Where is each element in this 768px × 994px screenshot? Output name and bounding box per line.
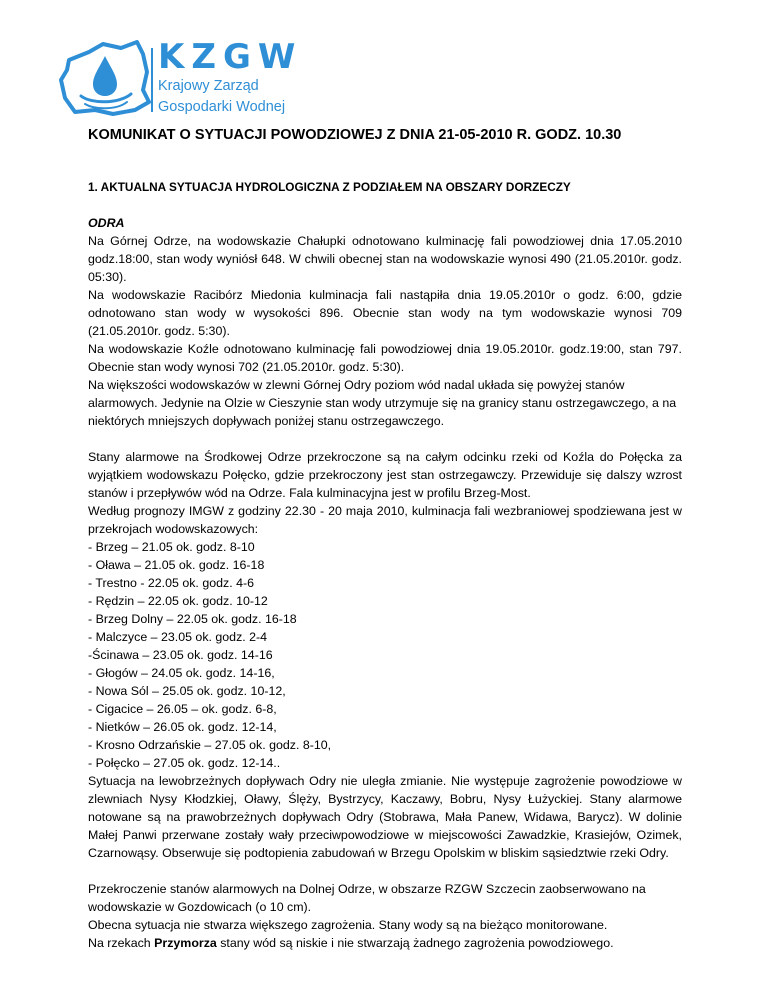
list-item: - Malczyce – 23.05 ok. godz. 2-4 (88, 630, 268, 644)
list-item: - Brzeg Dolny – 22.05 ok. godz. 16-18 (88, 612, 297, 626)
paragraph: Przekroczenie stanów alarmowych na Dolnej Odrze, w obszarze RZGW Szczecin zaobserwowano na wodowskazie w Gozdowicach (o 10 cm). (88, 882, 646, 914)
list-item: -Ścinawa – 23.05 ok. godz. 14-16 (88, 648, 273, 662)
list-item: - Głogów – 24.05 ok. godz. 14-16, (88, 666, 275, 680)
list-item: - Nietków – 26.05 ok. godz. 12-14, (88, 720, 277, 734)
logo-abbreviation: KZGW (158, 37, 303, 77)
section-heading: 1. AKTUALNA SYTUACJA HYDROLOGICZNA Z PODZIAŁEM NA OBSZARY DORZECZY (88, 180, 571, 194)
region-name: Przymorza (154, 936, 217, 950)
paragraph: Na wodowskazie Koźle odnotowano kulminację fali powodziowej dnia 19.05.2010r. godz.19:00, stan 797. Obecnie stan wody wynosi 702 (21.05.2010r. godz. 5:30). (88, 342, 682, 374)
list-item: - Trestno - 22.05 ok. godz. 4-6 (88, 576, 254, 590)
paragraph: Na większości wodowskazów w zlewni Górnej Odry poziom wód nadal układa się powyżej stanów alarmowych. Jedynie na Olzie w Cieszynie stan wody utrzymuje się na granicy stanu ostrzegawczego, a na niektórych mniejszych dopływach poniżej stanu ostrzegawczego. (88, 378, 677, 428)
list-item: - Nowa Sól – 25.05 ok. godz. 10-12, (88, 684, 286, 698)
paragraph: Sytuacja na lewobrzeżnych dopływach Odry nie uległa zmianie. Nie występuje zagrożenie powodziowe w zlewniach Nysy Kłodzkiej, Oławy, Ślęży, Bystrzycy, Kaczawy, Bobru, Nysy Łużyckiej. Stany alarmowe notowane są na prawobrzeżnych dopływach Odry (Stobrawa, Mała Panew, Widawa, Barycz). W dolinie Małej Panwi przerwane zostały wały przeciwpowodziowe w miejscowości Zawadzkie, Krasiejów, Ozimek, Czarnowąsy. Obserwuje się podtopienia zabudowań w Brzegu Opolskim w bliskim sąsiedztwie rzeki Odry. (88, 774, 682, 860)
list-item: - Krosno Odrzańskie – 27.05 ok. godz. 8-10, (88, 738, 332, 752)
paragraph-przymorze (88, 934, 682, 952)
text-span: stany wód są niskie i nie stwarzają żadnego zagrożenia powodziowego. (216, 936, 614, 950)
paragraph: Obecna sytuacja nie stwarza większego zagrożenia. Stany wody są na bieżąco monitorowane. (88, 918, 608, 932)
paragraph: Na Górnej Odrze, na wodowskazie Chałupki odnotowano kulminację fali powodziowej dnia 17.05.2010 godz.18:00, stan wody wyniósł 648. W chwili obecnej stan na wodowskazie wynosi 490 (21.05.2010r. godz. 05:30). (88, 234, 682, 284)
logo-name-line1: Krajowy Zarząd (158, 78, 259, 94)
paragraph: Na wodowskazie Racibórz Miedonia kulminacja fali nastąpiła dnia 19.05.2010r o godz. 6:00, gdzie odnotowano stan wody w wysokości 896. Obecnie stan wody na tym wodowskazie wynosi 709 (21.05.2010r. godz. 5:30). (88, 288, 682, 338)
logo-text (158, 37, 303, 116)
forecast-list (88, 538, 682, 772)
list-item: - Oława – 21.05 ok. godz. 16-18 (88, 558, 265, 572)
logo-name-line2: Gospodarki Wodnej (158, 99, 286, 115)
list-item: - Brzeg – 21.05 ok. godz. 8-10 (88, 540, 255, 554)
document-body (88, 126, 682, 952)
list-item: - Rędzin – 22.05 ok. godz. 10-12 (88, 594, 268, 608)
river-heading: ODRA (88, 216, 125, 230)
list-item: - Połęcko – 27.05 ok. godz. 12-14.. (88, 756, 281, 770)
document-title: KOMUNIKAT O SYTUACJI POWODZIOWEJ Z DNIA 21-05-2010 R. GODZ. 10.30 (88, 127, 622, 143)
paragraph: Stany alarmowe na Środkowej Odrze przekroczone są na całym odcinku rzeki od Koźla do Połęcka za wyjątkiem wodowskazu Połęcko, gdzie przekroczony jest stan ostrzegawczy. Przewiduje się dalszy wzrost stanów i przepływów wód na Odrze. Fala kulminacyjna jest w profilu Brzeg-Most. (88, 450, 682, 500)
paragraph: Według prognozy IMGW z godziny 22.30 - 20 maja 2010, kulminacja fali wezbraniowej spodziewana jest w przekrojach wodowskazowych: (88, 504, 682, 536)
poland-map-drop-icon (55, 38, 155, 120)
text-span: Na rzekach (88, 936, 155, 950)
list-item: - Cigacice – 26.05 – ok. godz. 6-8, (88, 702, 277, 716)
